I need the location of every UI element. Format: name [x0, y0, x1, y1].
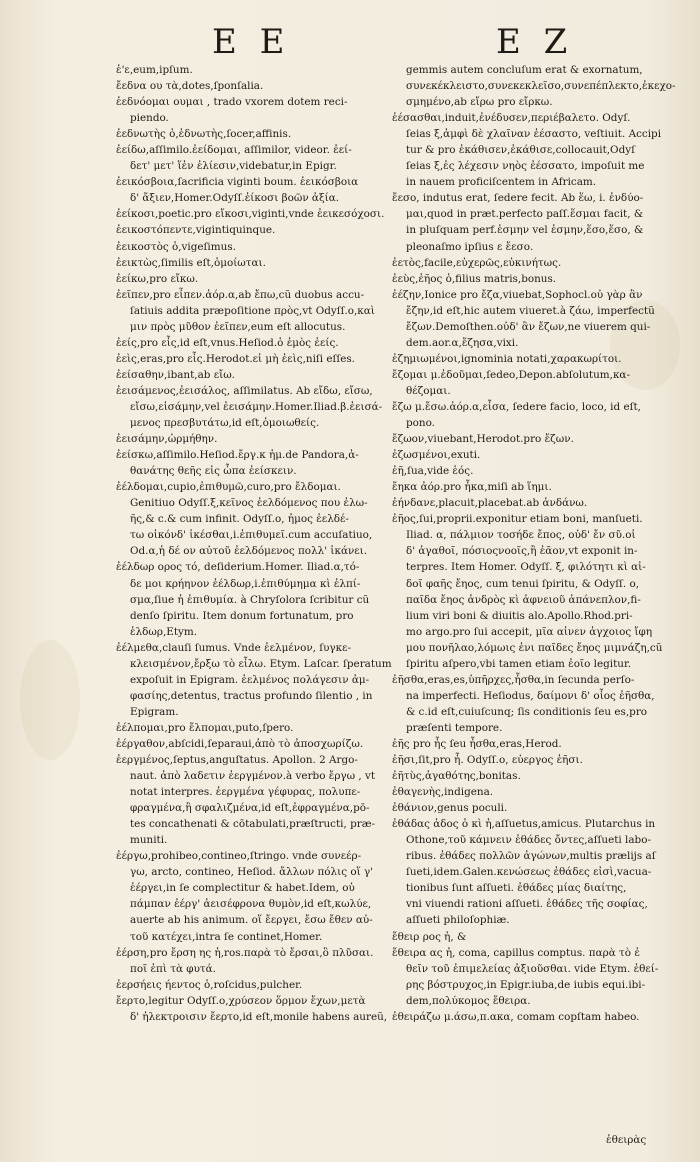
entry-headword-line: ἐθαγενὴς,indigena.	[392, 786, 494, 799]
entry-headword-line: ἐεισάμην,ὡρμήθην.	[116, 433, 218, 446]
entry-continuation-line: Othone,τοῦ κάμνειν ἐθάδες ὄντες,aſſueti labo-	[406, 834, 651, 847]
paper-stain	[20, 640, 80, 760]
entry-headword-line: ἐήνδανε,placuit,placebat.ab ἀνδάνω.	[392, 497, 588, 510]
entry-continuation-line: συνεκέκλειστο,συνεκεκλεῖσο,συνεπέπλεκτο,ἐκεχο-	[406, 80, 676, 93]
entry-continuation-line: vni viuendi rationi aſſueti. ἐθάδες τῆς σοφίας,	[406, 898, 648, 911]
entry-headword-line: ἔηκα ἀόρ.pro ἧκα,miſi ab ἵημι.	[392, 481, 552, 494]
entry-continuation-line: θανάτης θεῆς εἰς ὦπα ἐείσκειν.	[130, 465, 297, 478]
entry-continuation-line: Od.α,ἡ δέ ον αὐτοῦ ἐελδόμενος πολλ' ἰκάνει.	[130, 545, 368, 558]
entry-headword-line: ἔεδνα ου τὰ,dotes,ſponſalia.	[116, 80, 264, 93]
entry-headword-line: ἐῆσθα,eras,es,ὑπῆρχες,ἦσθα,in ſecunda perſo-	[392, 673, 635, 686]
entry-continuation-line: auerte ab his animum. οἵ ἔεργει, ἔσω ἔθεν αὐ-	[130, 914, 373, 927]
entry-continuation-line: aſſueti philoſophiæ.	[406, 914, 510, 927]
entry-headword-line: ἐείκοσι,poetic.pro εἴκοσι,viginti,vnde ἐεικεσόχοσι.	[116, 208, 385, 221]
entry-continuation-line: tes concathenati & cōtabulati,præſtructi, præ-	[130, 818, 375, 831]
entry-continuation-line: δ' ἄξιεν,Homer.Odyſſ.ἐίκοσι βοῶν ἀξία.	[130, 192, 340, 205]
entry-headword-line: ἐέργαθον,abſcidi,ſeparaui,ἀπὸ τὸ ἀποσχωρίζω.	[116, 737, 364, 750]
entry-headword-line: ἐῆς pro ἧς ſeu ἦσθα,eras,Herod.	[392, 737, 562, 750]
left-column	[116, 62, 420, 1025]
entry-continuation-line: γω, arcto, contineo, Heſiod. ἄλλων πόλις οἵ γ'	[130, 866, 374, 879]
entry-headword-line: ἐεῖπεν,pro εἶπεν.ἀόρ.α,ab ἔπω,cũ duobus accu-	[116, 288, 365, 301]
entry-headword-line: ἐετὸς,facile,εὐχερῶς,εὐκινήτως.	[392, 256, 562, 269]
entry-headword-line: ἐέρση,pro ἔρση ης ἡ,ros.παρὰ τὸ ἔρσαι,ὃ πλῦσαι.	[116, 946, 374, 959]
entry-headword-line: ἔερτο,legitur Odyſſ.ο,χρύσεον ὅρμον ἔχων,μετὰ	[116, 994, 366, 1007]
entry-headword-line: ἐέζην,Ionice pro ἔζα,viuebat,Sophocl.οὐ γὰρ ἂν	[392, 288, 643, 301]
entry-headword-line: ἐείσαθην,ibant,ab εἴω.	[116, 368, 235, 381]
entry-continuation-line: θέζομαι.	[406, 384, 451, 397]
entry-headword-line: ἔζομαι μ.ἐδοῦμαι,ſedeo,Depon.abſolutum,κα-	[392, 368, 630, 381]
entry-continuation-line: gemmis autem concluſum erat & exornatum,	[406, 64, 643, 76]
entry-headword-line: ἔζω μ.ἔσω.ἀόρ.α,εἶσα, ſedere facio, loco, id eſt,	[392, 400, 641, 413]
entry-continuation-line: δοῖ φαῆς ἔηος, cum tenui ſpiritu, & Odyſſ. ο,	[406, 577, 640, 590]
entry-headword-line: ἐεδνωτὴς ὁ,ἑδνωτὴς,ſocer,affinis.	[116, 128, 292, 141]
entry-continuation-line: ἔζων.Demoſthen.οὐδ' ἂν ἔζων,ne viuerem qui-	[406, 320, 651, 333]
entry-continuation-line: dem.aor.α,ἔζησα,vixi.	[406, 336, 519, 349]
entry-headword-line: ἐέσασθαι,induit,ἐνέδυσεν,περιέβαλετο. Odyſ.	[392, 112, 631, 125]
entry-continuation-line: ſpiritu aſpero,vbi tamen etiam ἐοῖο legitur.	[406, 657, 632, 670]
entry-continuation-line: δ' ἀγαθοῖ, πόσιοςνοοῖς,ἢ ἐᾶον,vt exponit in-	[406, 545, 638, 558]
entry-headword-line: ἐεικοστὸς ὁ,vigeſimus.	[116, 240, 236, 253]
entry-continuation-line: ſeias ξ,ἐς λέχεσιν νηὸς ἐέσσατο, impoſuit me	[406, 160, 645, 173]
entry-headword-line: ἐθάνιον,genus poculi.	[392, 802, 508, 815]
entry-headword-line: ἐείκω,pro εἴκω.	[116, 272, 199, 285]
entry-headword-line: ἐερσήεις ήεντος ὁ,roſcidus,pulcher.	[116, 978, 303, 991]
entry-headword-line: ἔθειρα ας ἡ, coma, capillus comptus. παρὰ τὸ ἐ	[392, 946, 640, 959]
entry-headword-line: ἐεισάμενος,ἐεισάλος, aſſimilatus. Ab εἴδω, εἴσω,	[116, 384, 373, 397]
entry-continuation-line: Genitiuo Odyſſ.ξ,κεῖνος ἐελδόμενος που ἐλω-	[130, 497, 368, 510]
entry-continuation-line: παῖδα ἔηος ἀνδρὸς κὶ ἀφνειοῦ ἀπάνεπλον,fi-	[406, 593, 641, 606]
entry-headword-line: ἔζωον,viuebant,Herodot.pro ἔζων.	[392, 433, 574, 446]
entry-continuation-line: piendo.	[130, 112, 169, 125]
entry-headword-line: ἐεὶς,eras,pro εἶς.Herodot.εἰ μὴ ἐεὶς,niſi eſſes.	[116, 352, 355, 365]
entry-headword-line: ἐέλδωρ ορος τό, deſiderium.Homer. Iliad.α,τό-	[116, 561, 360, 574]
running-header	[0, 22, 700, 64]
entry-continuation-line: κλεισμένον,ἔρξω τὸ εἶλω. Etym. Laſcar. ſperatum	[130, 657, 392, 670]
right-column	[392, 62, 696, 1025]
entry-continuation-line: lium viri boni & diuitis alo.Apollo.Rhod.pri-	[406, 609, 633, 622]
entry-continuation-line: Iliad. α, πάλμιον τοσήδε ἔπος, οὐδ' ἔν σῦ.οἰ	[406, 529, 636, 542]
entry-continuation-line: μαι,quod in præt.perfecto paſſ.ἕσμαι facit, &	[406, 208, 644, 221]
entry-continuation-line: pono.	[406, 417, 435, 430]
entry-headword-line: ἐζημιωμένοι,ignominia notati,χαρακωρίτοι.	[392, 352, 622, 365]
entry-continuation-line: mo argo.pro ſui accepit, μῖα αἰνεν ἀγχοιος ἴφη	[406, 625, 653, 638]
entry-headword-line: ἐῆ,ſua,vide ἑός.	[392, 465, 474, 478]
entry-headword-line: ἐέλπομαι,pro ἔλπομαι,puto,ſpero.	[116, 721, 294, 734]
entry-continuation-line: tur & pro ἐκάθισεν,ἐκάθισε,collocauit,Odyſ	[406, 144, 635, 157]
entry-continuation-line: expoſuit in Epigram. ἐελμένος πολάγεσιν ἀμ-	[130, 673, 370, 686]
entry-headword-line: ἐεικτὼς,ſimilis eſt,ὁμοίωται.	[116, 256, 266, 269]
entry-continuation-line: naut. ἀπὸ λαδετιν ἐεργμένον.à verbo ἔργω , vt	[130, 770, 376, 783]
entry-continuation-line: δ' ἠλεκτροισιν ἔερτο,id eſt,monile habens aureũ,	[130, 1010, 388, 1023]
entry-headword-line: ἐείς,pro εἷς,id eſt,vnus.Heſiod.ὁ ἐμὸς ἐείς.	[116, 336, 339, 349]
entry-continuation-line: ἑλδωρ,Etym.	[130, 625, 198, 638]
header-right-letters: E Z	[496, 22, 574, 62]
entry-continuation-line: ἐέργει,in ſe complectitur & habet.Idem, οὐ	[130, 882, 355, 895]
entry-continuation-line: ῆς,& c.& cum infinit. Odyſſ.ο, ἠμος ἐελδέ-	[130, 513, 349, 526]
entry-continuation-line: Epigram.	[130, 705, 179, 718]
entry-headword-line: ἑ'ε,eum,ipſum.	[116, 64, 193, 76]
entry-continuation-line: ρης βόστρυχος,in Epigr.iuba,de iubis equi.ibi-	[406, 978, 646, 991]
entry-continuation-line: ἔζην,id eſt,hic autem viueret.à ζάω, imperfectũ	[406, 304, 655, 317]
entry-headword-line: ἐείσκω,aſſimilo.Heſiod.ἔργ.κ ἡμ.de Pandora,ἀ-	[116, 449, 359, 462]
entry-continuation-line: ſueti,idem.Galen.κενώσεως ἐθάδες εἰσὶ,vacua-	[406, 866, 652, 879]
entry-headword-line: ἔεσο, indutus erat, ſedere fecit. Ab ἕω, i. ἐνδύο-	[392, 192, 644, 205]
entry-headword-line: ἐθάδας ἀδος ὁ κὶ ἡ,aſſuetus,amicus. Plutarchus in	[392, 818, 656, 831]
entry-headword-line: ἐεδνόομαι ουμαι , trado vxorem dotem reci-	[116, 96, 348, 109]
entry-headword-line: ἐῆσι,ſit,pro ἦ. Odyſſ.ο, εὐεργος ἐῆσι.	[392, 754, 583, 767]
entry-continuation-line: dem,πολύκομος ἔθειρα.	[406, 994, 531, 1007]
entry-continuation-line: muniti.	[130, 834, 168, 847]
entry-continuation-line: tionibus ſunt aſſueti. ἐθάδες μίας διαίτης,	[406, 882, 627, 895]
entry-continuation-line: δε μοι κρήηνον ἐέλδωρ,i.ἐπιθύμημα κὶ ἐλπί-	[130, 577, 361, 590]
entry-headword-line: ἐεργμένος,ſeptus,anguſtatus. Apollon. 2 Argo-	[116, 754, 358, 767]
entry-continuation-line: notat interpres. ἐεργμένα γέφυρας, πολυπε-	[130, 786, 361, 799]
entry-headword-line: ἐέλμεθα,clauſi ſumus. Vnde ἐελμένον, ſυγκε-	[116, 641, 352, 654]
entry-continuation-line: ribus. ἐθάδες πολλῶν ἀγώνων,multis prælijs aſ	[406, 850, 656, 863]
entry-continuation-line: præſenti tempore.	[406, 721, 503, 734]
entry-continuation-line: in pluſquam perf.ἑσμην vel ἑσμην,ἕσο,ἕσο, &	[406, 224, 644, 237]
entry-continuation-line: pleonaſmo ipſius ε ἔεσο.	[406, 240, 534, 253]
entry-headword-line: ἐζωσμένοι,exuti.	[392, 449, 481, 462]
entry-continuation-line: σμημένο,ab εἴρω pro εἴρκω.	[406, 96, 553, 109]
entry-continuation-line: ποῖ ἐπὶ τὰ φυτά.	[130, 962, 216, 975]
entry-continuation-line: ſeias ξ,ἀμφὶ δὲ χλαῖναν ἐέσαστο, veſtiuit. Accipi	[406, 128, 662, 141]
entry-continuation-line: μιν πρὸς μῦθον ἐεῖπεν,eum eſt allocutus.	[130, 320, 346, 333]
entry-continuation-line: θεῖν τοῦ ἐπιμελείας ἀξιοῦσθαι. vide Etym. ἐθεί-	[406, 962, 659, 975]
entry-continuation-line: φραγμένα,ἢ σφαλιζμένα,id eſt,ἐφραγμένα,pō-	[130, 802, 370, 815]
entry-continuation-line: in nauem proficiſcentem in Africam.	[406, 176, 597, 189]
entry-continuation-line: denſo ſpiritu. Item donum fortunatum, pro	[130, 609, 354, 622]
entry-continuation-line: φασίης,detentus, tractus profundo ſilentio , in	[130, 689, 373, 702]
entry-continuation-line: σμα,ſiue ἡ ἐπιθυμία. à Chryſolora ſcribitur cũ	[130, 593, 370, 606]
entry-continuation-line: μενος πρεσβυτάτω,id eſt,ὁμοιωθείς.	[130, 417, 320, 430]
entry-headword-line: ἐεικοστόπεντε,vigintiquinque.	[116, 224, 276, 237]
entry-headword-line: ἔθειρ ρος ἡ, &	[392, 930, 467, 943]
entry-continuation-line: na imperfecti. Heſiodus, δαίμονι δ' οἷος ἐῆσθα,	[406, 689, 655, 702]
entry-headword-line: ἐέλδομαι,cupio,ἐπιθυμῶ,curo,pro ἔλδομαι.	[116, 481, 341, 494]
entry-continuation-line: τοῦ κατέχει,intra ſe continet,Homer.	[130, 930, 323, 943]
entry-continuation-line: & c.id eſt,cuiuſcunq; ſis conditionis ſeu es,pro	[406, 705, 648, 718]
entry-continuation-line: δετ' μετ' ἵἐν ἐλίεσιν,videbatur,in Epigr.	[130, 160, 337, 173]
entry-headword-line: ἐεὺς,ἐῆος ὁ,filius matris,bonus.	[392, 272, 557, 285]
entry-continuation-line: τω οἰκόνδ' ἱκέσθαι,i.ἐπιθυμεῖ.cum accuſatiuo,	[130, 529, 373, 542]
entry-headword-line: ἐείδω,aſſimilo.ἐείδομαι, aſſimilor, videor. ἐεί-	[116, 144, 352, 157]
catchword: ἐθειρὰς	[606, 1134, 647, 1146]
entry-continuation-line: ſatiuis addita præpoſitione πρὸς,vt Odyſſ.ο,καὶ	[130, 304, 375, 317]
entry-headword-line: ἐέργω,prohibeo,contineo,ſtringo. vnde συνεέρ-	[116, 850, 362, 863]
header-left-letters: E E	[212, 22, 291, 62]
entry-continuation-line: εἴσω,εἰσάμην,vel ἐεισάμην.Homer.Iliad.β.ἐεισά-	[130, 400, 383, 413]
entry-headword-line: ἐεικόσβοια,ſacrificia viginti boum. ἐεικόσβοια	[116, 176, 359, 189]
entry-continuation-line: πάμπαν ἐέργ' ἀεισέφρονα θυμὸν,id eſt,κωλύε,	[130, 898, 372, 911]
entry-headword-line: ἐῆτὺς,ἀγαθότης,bonitas.	[392, 770, 521, 783]
entry-continuation-line: μου πονῆλαο,λόμωις ἐνι παῖδες ἔηος μιμνάζη,cũ	[406, 641, 663, 654]
entry-headword-line: ἐθειράζω μ.άσω,π.ακα, comam copſtam habeo.	[392, 1010, 640, 1023]
entry-continuation-line: terpres. Item Homer. Odyſſ. ξ, φιλότητι κὶ αἰ-	[406, 561, 646, 574]
entry-headword-line: ἐῆος,ſui,proprii.exponitur etiam boni, manſueti.	[392, 513, 643, 526]
